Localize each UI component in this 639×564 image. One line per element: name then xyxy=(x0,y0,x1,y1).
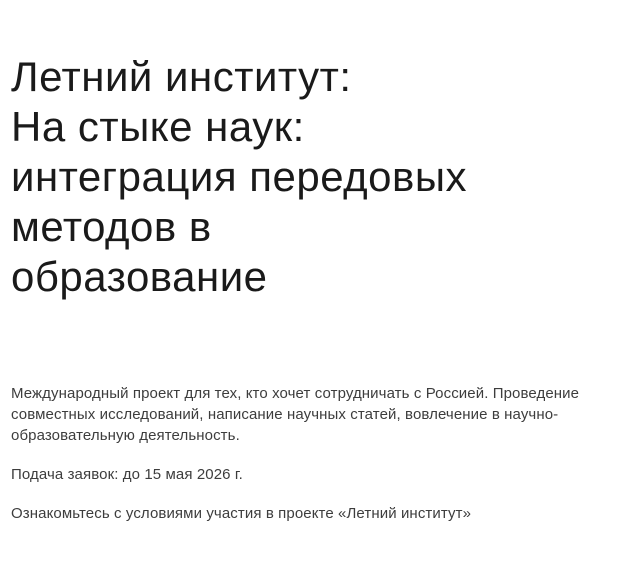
page-title-line-2: На стыке наук: xyxy=(11,103,305,150)
application-deadline: Подача заявок: до 15 мая 2026 г. xyxy=(11,466,243,483)
page-title-line-3: интеграция передовых xyxy=(11,153,468,200)
page-title-line-4: методов в xyxy=(11,203,212,250)
page-title-line-5: образование xyxy=(11,253,268,300)
intro-section xyxy=(11,383,603,524)
page-title-line-1: Летний институт: xyxy=(11,53,352,100)
project-description: Международный проект для тех, кто хочет сотрудничать с Россией. Проведение совместных исследований, написание научных статей, вовлечение в научно-образовательную деятельность. xyxy=(11,385,580,444)
terms-link[interactable]: Ознакомьтесь с условиями участия в проекте «Летний институт» xyxy=(11,505,472,522)
page-title xyxy=(11,52,619,302)
